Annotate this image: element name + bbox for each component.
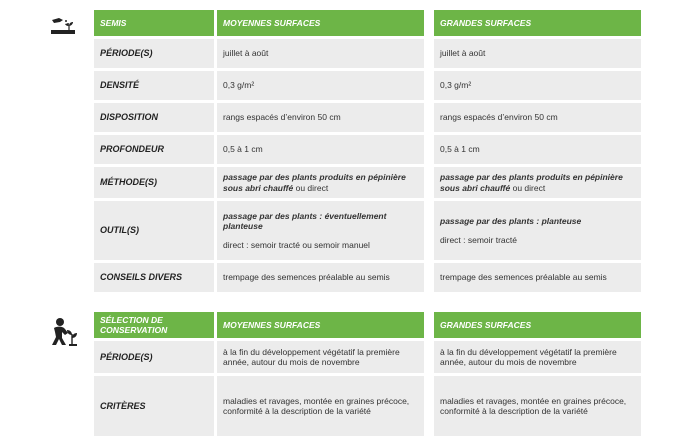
row-label: PROFONDEUR [94,135,214,164]
sowing-hand-icon [50,12,76,36]
row-label: CONSEILS DIVERS [94,263,214,292]
cell-bold-text: passage par des plants produits en pépinière sous abri chauffé [440,172,623,193]
spacer [223,232,418,240]
cell-rest-text: direct : semoir tracté [440,234,517,245]
table-header-row [94,312,659,338]
cell-medium: 0,3 g/m² [217,71,424,100]
table-row [94,376,659,436]
table-row [94,135,659,164]
sowing-table [94,10,659,295]
table-row [94,71,659,100]
header-semis: SEMIS [94,10,214,36]
header-selection-conservation: SÉLECTION DE CONSERVATION [94,312,214,338]
row-label: CRITÈRES [94,376,214,436]
header-large-surfaces: GRANDES SURFACES [434,10,641,36]
table-row [94,167,659,198]
table-row [94,103,659,132]
spacer [440,227,581,235]
table-row [94,263,659,292]
cell-large: trempage des semences préalable au semis [434,263,641,292]
cell-bold-text: passage par des plants produits en pépinière sous abri chauffé [223,172,406,193]
cell-medium: maladies et ravages, montée en graines précoce, conformité à la description de la variété [217,376,424,436]
row-label: MÉTHODE(S) [94,167,214,198]
table-header-row [94,10,659,36]
cell-bold-text: passage par des plants : éventuellement planteuse [223,211,387,232]
cell-large: 0,3 g/m² [434,71,641,100]
cell-stack [440,216,581,244]
cell-large: rangs espacés d’environ 50 cm [434,103,641,132]
cell-text [223,172,418,192]
table-row [94,201,659,260]
row-label: PÉRIODE(S) [94,341,214,373]
cell-rest-text: ou direct [293,182,329,193]
cell-stack [223,211,418,250]
cell-medium: à la fin du développement végétatif la première année, autour du mois de novembre [217,341,424,373]
header-medium-surfaces: MOYENNES SURFACES [217,10,424,36]
cell-large: juillet à août [434,39,641,68]
cell-large [434,167,641,198]
cell-large: 0,5 à 1 cm [434,135,641,164]
cell-large: maladies et ravages, montée en graines précoce, conformité à la description de la variété [434,376,641,436]
row-label: DISPOSITION [94,103,214,132]
header-large-surfaces: GRANDES SURFACES [434,312,641,338]
table-row [94,39,659,68]
cell-medium: rangs espacés d’environ 50 cm [217,103,424,132]
selection-table [94,312,659,439]
cell-medium [217,201,424,260]
gardener-icon [49,316,79,346]
cell-large: à la fin du développement végétatif la première année, autour du mois de novembre [434,341,641,373]
cell-bold-text: passage par des plants : planteuse [440,216,582,227]
row-label: PÉRIODE(S) [94,39,214,68]
table-row [94,341,659,373]
row-label: DENSITÉ [94,71,214,100]
row-label: OUTIL(S) [94,201,214,260]
cell-rest-text: ou direct [510,182,546,193]
cell-text [440,172,635,192]
cell-large [434,201,641,260]
cell-medium [217,167,424,198]
cell-medium: 0,5 à 1 cm [217,135,424,164]
cell-rest-text: direct : semoir tracté ou semoir manuel [223,239,370,250]
cell-medium: trempage des semences préalable au semis [217,263,424,292]
header-medium-surfaces: MOYENNES SURFACES [217,312,424,338]
cell-medium: juillet à août [217,39,424,68]
